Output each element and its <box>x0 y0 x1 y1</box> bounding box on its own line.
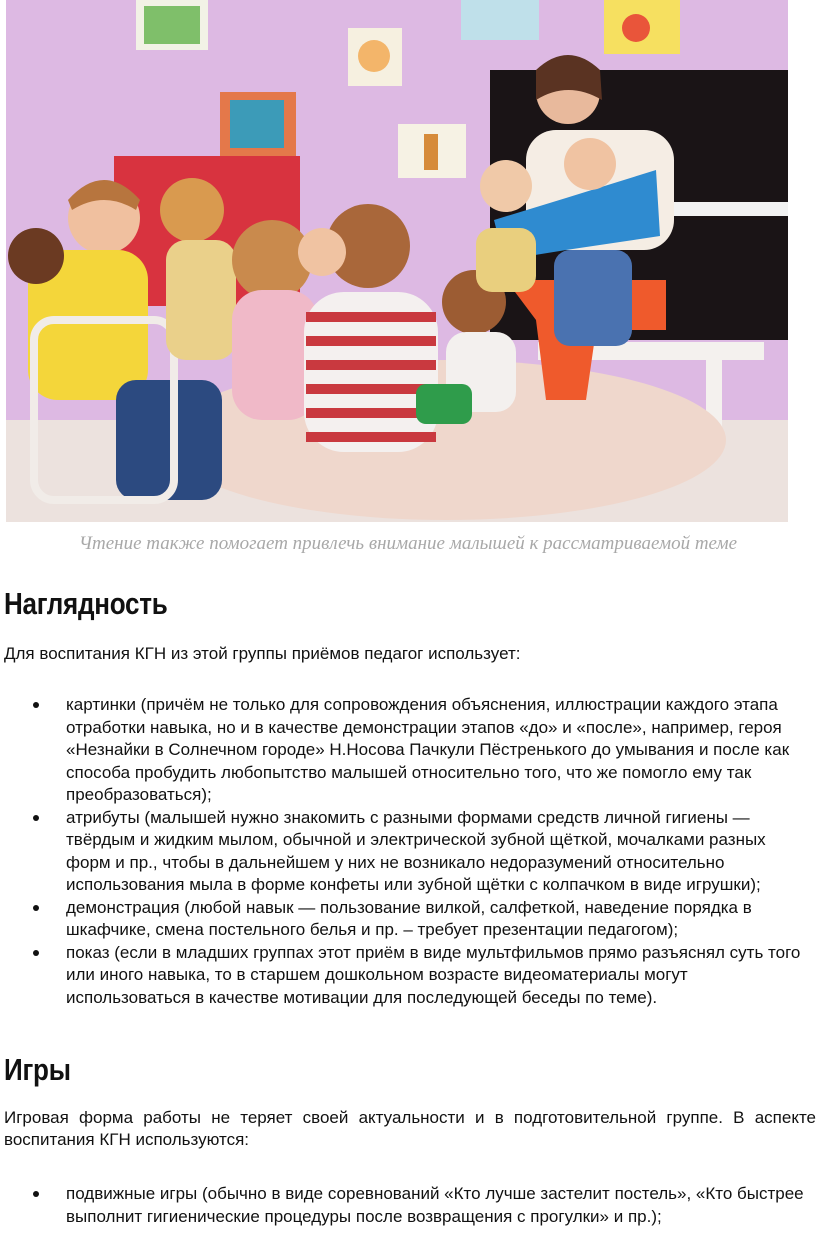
section-intro-igry: Игровая форма работы не теряет своей актуальности и в подготовительной группе. В аспекте воспитания КГН используются: <box>4 1108 816 1149</box>
list-item <box>0 807 816 897</box>
list-item-text: картинки (причём не только для сопровождения объяснения, иллюстрации каждого этапа отработки навыка, но и в качестве демонстрации этапов «до» и «после», например, героя «Незнайки в Солнечном городе» Н.Носова Пачкули Пёстренького до умывания и после как способа пробудить любопытство малышей относительно того, что же помогло ему так преобразоваться); <box>66 695 790 804</box>
bullet-list-igry <box>0 1183 816 1228</box>
list-item-text: показ (если в младших группах этот приём в виде мультфильмов прямо разъяснял суть того или иного навыка, то в старшем дошкольном возрасте видеоматериалы могут использоваться в качестве мотивации для последующей беседы по теме). <box>66 942 801 1007</box>
list-item <box>0 694 816 807</box>
section-heading-naglyadnost: Наглядность <box>4 586 168 621</box>
wall-drawing-landscape <box>461 0 539 40</box>
bullet-icon <box>33 815 39 821</box>
section-intro-naglyadnost: Для воспитания КГН из этой группы приёмов педагог использует: <box>4 644 521 663</box>
list-item-text: атрибуты (малышей нужно знакомить с разными формами средств личной гигиены — твёрдым и жидким мылом, обычной и электрической зубной щёткой, мочалками разных форм и пр., чтобы в дальнейшем у них не возникало недоразумений относительно использования мыла в форме конфеты или зубной щётки с колпачком в виде игрушки); <box>66 807 766 894</box>
list-item <box>0 897 816 942</box>
list-item-text: демонстрация (любой навык — пользование вилкой, салфеткой, наведение порядка в шкафчике, смена постельного белья и пр. – требует презентации педагогом); <box>66 897 752 939</box>
list-item-text: подвижные игры (обычно в виде соревнований «Кто лучше застелит постель», «Кто быстрее выполнит гигиенические процедуры после возвращения с прогулки» и пр.); <box>66 1184 804 1226</box>
bullet-icon <box>33 905 39 911</box>
photo-caption: Чтение также помогает привлечь внимание малышей к рассматриваемой теме <box>78 533 738 554</box>
bullet-icon <box>33 1191 39 1197</box>
bullet-icon <box>33 950 39 956</box>
list-item <box>0 942 816 1010</box>
bullet-icon <box>33 702 39 708</box>
list-item <box>0 1183 816 1228</box>
teacher-reading-photo <box>6 0 788 522</box>
section-heading-igry: Игры <box>4 1052 71 1087</box>
bullet-list-naglyadnost <box>0 694 816 1009</box>
